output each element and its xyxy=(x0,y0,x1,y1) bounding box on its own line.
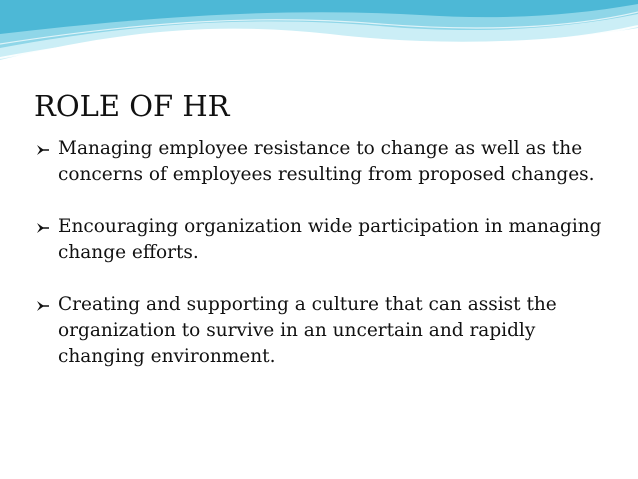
arrow-checkmark-icon xyxy=(36,299,50,313)
wave-decoration xyxy=(0,0,638,80)
arrow-checkmark-icon xyxy=(36,221,50,235)
bullet-item xyxy=(36,136,616,188)
bullet-item xyxy=(36,292,616,370)
bullet-item xyxy=(36,214,616,266)
slide-title: ROLE OF HR xyxy=(34,89,230,123)
arrow-checkmark-icon xyxy=(36,143,50,157)
bullet-text: Encouraging organization wide participation in managing change efforts. xyxy=(58,216,602,263)
bullet-text: Managing employee resistance to change as well as the concerns of employees resulting from proposed changes. xyxy=(58,138,595,185)
bullet-list xyxy=(36,136,616,370)
bullet-text: Creating and supporting a culture that can assist the organization to survive in an uncertain and rapidly changing environment. xyxy=(58,294,557,367)
